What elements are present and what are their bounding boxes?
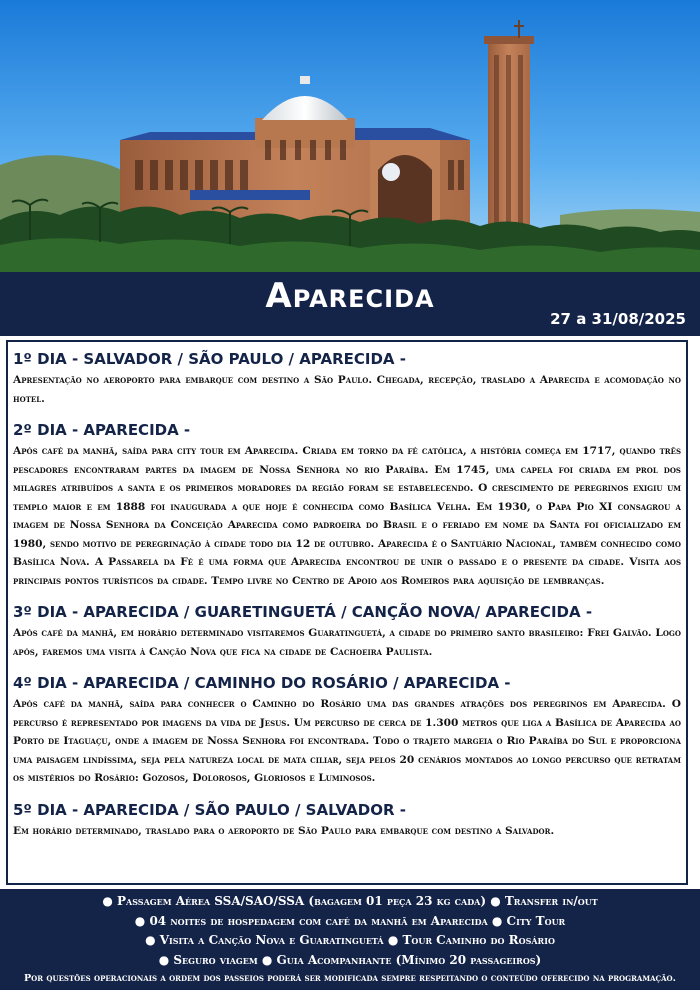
day-1 — [13, 350, 681, 408]
day-5-text: Em horário determinado, traslado para o aeroporto de São Paulo para embarque com destino a Salvador. — [13, 824, 555, 837]
itinerary-box — [6, 340, 688, 885]
travel-dates: 27 a 31/08/2025 — [550, 310, 686, 328]
day-2-text: Após café da manhã, saída para city tour em Aparecida. Criada em torno da fé católica, a história começa em 1717, quando três pescadores encontraram partes da imagem de Nossa Senhora no rio Paraíba. Em 1745, uma capela foi criada em prol dos milagres atribuídos a santa e os primeiros moradores da região foram se estabelecendo. O crescimento de peregrinos exigiu um templo maior e em 1888 foi inaugurada a que hoje é conhecida como Basílica Velha. Em 1930, o Papa Pio XI consagrou a imagem de Nossa Senhora da Conceição Aparecida como padroeira do Brasil e o feriado em nome da Santa foi oficializado em 1980, sendo motivo de peregrinação à cidade todo dia 12 de outubro. Aparecida é o Santuário Nacional, também conhecido como Basílica Nova. A Passarela da Fé é uma forma que Aparecida encontrou de unir o passado e o presente da cidade. Visita aos principais pontos turísticos da cidade. Tempo livre no Centro de Apoio aos Romeiros para aquisição de lembranças. — [13, 445, 681, 587]
day-5 — [13, 801, 681, 841]
day-4-text: Após café da manhã, saída para conhecer o Caminho do Rosário uma das grandes atrações dos peregrinos em Aparecida. O percurso é representado por imagens da vida de Jesus. Um percurso de cerca de 1.300 metros que liga a Basílica de Aparecida ao Porto de Itaguaçu, onde a imagem de Nossa Senhora foi encontrada. Todo o trajeto margeia o Rio Paraíba do Sul e proporciona uma paisagem lindíssima, seja pela natureza local de mata ciliar, seja pelos 20 cenários montados ao longo percurso que retratam os mistérios do Rosário: Gozosos, Dolorosos, Gloriosos e Luminosos. — [13, 698, 681, 784]
day-2-title: 2º DIA - APARECIDA - — [13, 421, 191, 439]
day-3-text: Após café da manhã, em horário determinado visitaremos Guaratinguetá, a cidade do primeiro santo brasileiro: Frei Galvão. Logo após, faremos uma visita à Canção Nova que fica na cidade de Cachoeira Paulista. — [13, 627, 681, 658]
includes-line-1: ● Passagem Aérea SSA/SAO/SSA (bagagem 01 peça 23 kg cada) ● Transfer in/out — [102, 894, 598, 908]
day-2 — [13, 421, 681, 590]
day-3 — [13, 603, 681, 661]
includes-line-2: ● 04 noites de hospedagem com café da manhã em Aparecida ● City Tour — [134, 913, 566, 928]
package-includes-footer — [0, 889, 700, 990]
day-5-title: 5º DIA - APARECIDA / SÃO PAULO / SALVADOR - — [13, 800, 406, 819]
day-4 — [13, 674, 681, 788]
title-banner — [0, 272, 700, 336]
includes-line-4: ● Seguro viagem ● Guia Acompanhante (Mínimo 20 passageiros) — [158, 952, 542, 967]
day-1-text: Apresentação no aeroporto para embarque com destino a São Paulo. Chegada, recepção, traslado a Aparecida e acomodação no hotel. — [13, 374, 681, 405]
day-4-title: 4º DIA - APARECIDA / CAMINHO DO ROSÁRIO / APARECIDA - — [13, 674, 511, 692]
day-3-title: 3º DIA - APARECIDA / GUARETINGUETÁ / CANÇÃO NOVA/ APARECIDA - — [13, 603, 593, 621]
disclaimer-note: Por questões operacionais a ordem dos passeios poderá ser modificada sempre respeitando o conteúdo oferecido na programação. — [24, 973, 676, 984]
day-1-title: 1º DIA - SALVADOR / SÃO PAULO / APARECIDA - — [13, 350, 406, 368]
page-title: Aparecida — [265, 276, 435, 316]
includes-line-3: ● Visita a Canção Nova e Guaratinguetá ● Tour Caminho do Rosário — [145, 933, 555, 947]
hero-photo-basilica — [0, 0, 700, 272]
